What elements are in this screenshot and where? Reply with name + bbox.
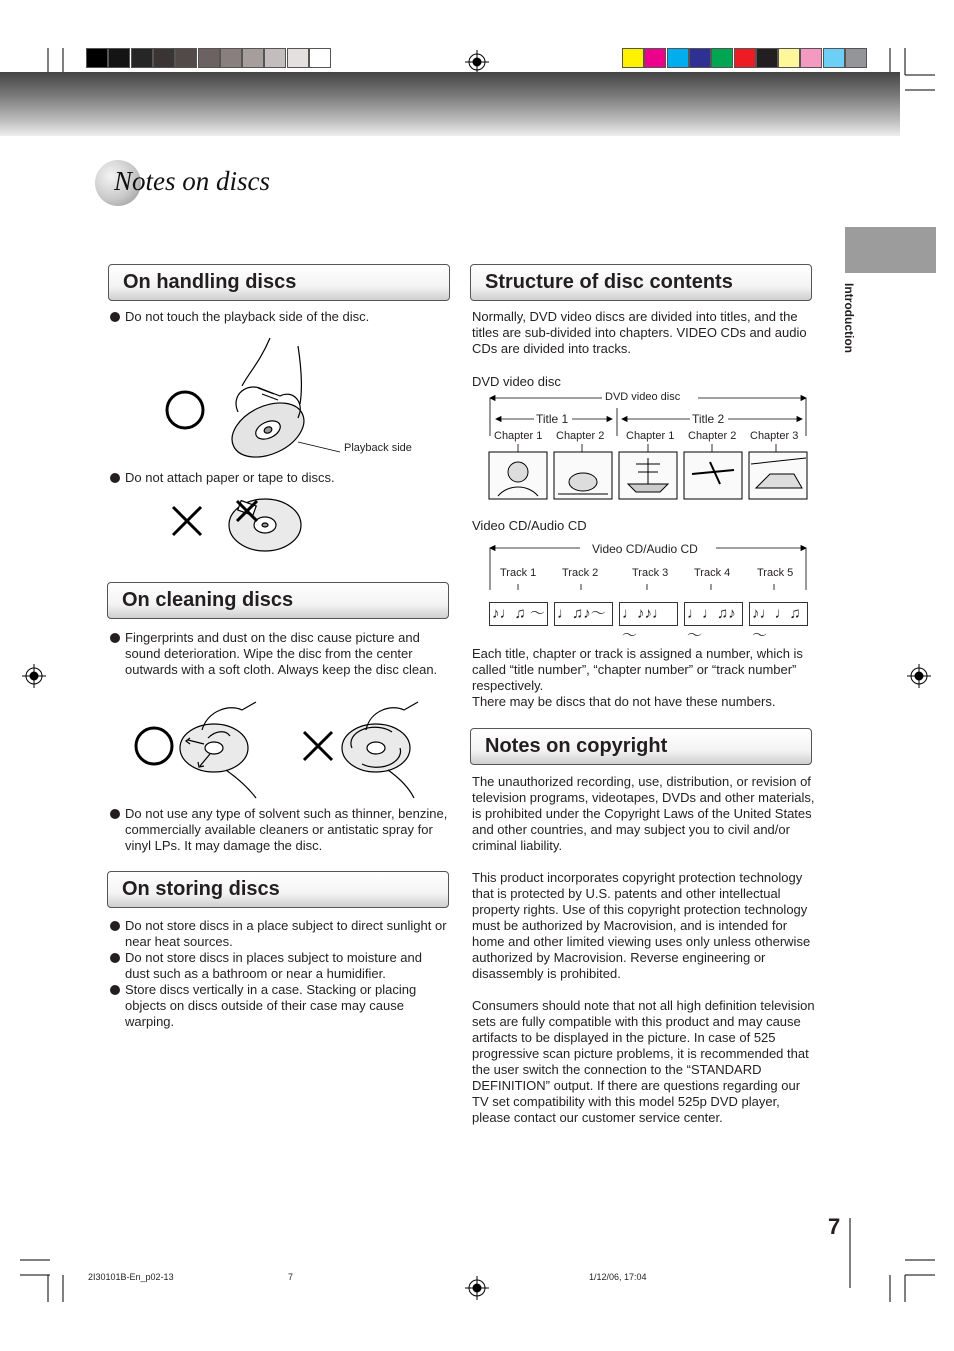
cleaning-heading-text: On cleaning discs — [122, 589, 294, 611]
title-1-label: Title 1 — [536, 412, 569, 426]
handling-heading — [108, 264, 450, 301]
calibration-swatch — [689, 48, 711, 68]
calibration-swatch — [845, 48, 867, 68]
calibration-swatch — [86, 48, 108, 68]
cleaning-bullet-1: Fingerprints and dust on the disc cause picture and sound deterioration. Wipe the disc from the center outwards with a soft cloth. Always keep the disc clean. — [109, 630, 441, 678]
storing-bullet-3: Store discs vertically in a case. Stacking or placing objects on discs outside of their case may cause warping. — [109, 982, 439, 1030]
calibration-swatch — [198, 48, 220, 68]
calibration-swatch — [823, 48, 845, 68]
ng-cross-icon — [304, 732, 332, 760]
handling-bullet-1: Do not touch the playback side of the disc. — [109, 309, 449, 325]
track-label: Track 2 — [562, 567, 599, 579]
footer-file: 2I30101B-En_p02-13 — [88, 1272, 174, 1282]
calibration-swatch — [153, 48, 175, 68]
calibration-swatch — [644, 48, 666, 68]
wipe-circular-disc-icon — [342, 702, 418, 798]
cleaning-illustration — [130, 700, 430, 800]
disc-with-tape-icon — [229, 499, 301, 551]
storing-heading-text: On storing discs — [122, 878, 280, 900]
numbering-paragraph: Each title, chapter or track is assigned a number, which is called “title number”, “chapter number” or “track number” respectively. — [472, 646, 803, 693]
track-label: Track 3 — [632, 567, 669, 579]
chapter-thumbnail — [489, 452, 547, 499]
chapter-thumbnail — [684, 452, 742, 499]
calibration-swatch — [778, 48, 800, 68]
ng-cross-icon — [173, 507, 201, 535]
playback-side-label: Playback side — [344, 442, 412, 454]
copyright-paragraph-3: Consumers should note that not all high definition television sets are fully compatible with this product and may cause artifacts to be displayed in the picture. In case of 525 progressive scan picture problems, it is recommended that the user switch the connection to the “STANDARD DEFINITION” output. If there are questions regarding our TV set compatibility with this model 525p DVD player, please contact our customer service center. — [472, 998, 815, 1125]
registration-mark-bottom — [465, 1276, 489, 1300]
structure-heading-text: Structure of disc contents — [485, 271, 733, 293]
copyright-heading — [470, 728, 812, 765]
registration-mark-left — [22, 664, 46, 688]
registration-mark-right — [907, 664, 931, 688]
chapter-thumbnails — [488, 444, 810, 502]
chapter-label: Chapter 1 — [626, 430, 675, 442]
calibration-swatch — [108, 48, 130, 68]
calibration-swatch — [287, 48, 309, 68]
ok-circle-icon — [136, 728, 172, 764]
track-label: Track 4 — [694, 567, 731, 579]
wipe-outward-disc-icon — [180, 702, 256, 798]
side-label — [840, 283, 860, 363]
calibration-swatch — [800, 48, 822, 68]
section-tab — [845, 227, 936, 273]
cleaning-heading — [107, 582, 449, 619]
calibration-swatch — [756, 48, 778, 68]
chapter-thumbnail — [749, 452, 807, 499]
storing-bullet-1: Do not store discs in a place subject to direct sunlight or near heat sources. — [109, 918, 449, 950]
track-notes-box: ♩♫♪～ — [554, 602, 613, 626]
dvd-label: DVD video disc — [472, 374, 561, 389]
title-2-label: Title 2 — [692, 412, 725, 426]
chapter-thumbnail — [619, 452, 677, 499]
track-label: Track 1 — [500, 567, 537, 579]
handling-illustration-ok — [150, 334, 350, 460]
registration-mark-top — [465, 50, 489, 74]
structure-intro: Normally, DVD video discs are divided into titles, and the titles are sub-divided into chapters. VIDEO CDs and audio CDs are divided into tracks. — [472, 309, 807, 356]
footer-date: 1/12/06, 17:04 — [589, 1272, 647, 1282]
handling-bullet-2: Do not attach paper or tape to discs. — [109, 470, 449, 486]
chapter-label: Chapter 2 — [556, 430, 605, 442]
header-banner — [0, 72, 900, 136]
storing-bullet-2: Do not store discs in places subject to moisture and dust such as a bathroom or near a humidifier. — [109, 950, 449, 982]
chapter-label: Chapter 1 — [494, 430, 543, 442]
chapter-thumbnail — [554, 452, 612, 499]
footer-page: 7 — [288, 1272, 294, 1282]
storing-heading — [107, 871, 449, 908]
copyright-paragraph-1: The unauthorized recording, use, distribution, or revision of television programs, videotapes, DVDs and other materials, is prohibited under the Copyright Laws of the United States and other countries, and may subject you to civil and/or criminal liability. — [472, 774, 815, 853]
ok-circle-icon — [167, 392, 203, 428]
chapter-label: Chapter 3 — [750, 430, 799, 442]
cleaning-bullet-2: Do not use any type of solvent such as thinner, benzine, commercially available cleaners or antistatic spray for vinyl LPs. It may damage the disc. — [109, 806, 449, 854]
calibration-swatch — [131, 48, 153, 68]
track-notes-box: ♪♩♫ ～ — [489, 602, 548, 626]
calibration-swatch — [242, 48, 264, 68]
numbering-note: There may be discs that do not have these numbers. — [472, 694, 776, 709]
calibration-swatch — [309, 48, 331, 68]
handling-illustration-ng — [165, 495, 310, 555]
page-title: Notes on discs — [114, 166, 271, 196]
track-notes-box: ♩♩♫♪～ — [684, 602, 743, 626]
calibration-swatch — [622, 48, 644, 68]
hand-holding-disc-icon — [223, 338, 312, 460]
calibration-swatch — [175, 48, 197, 68]
calibration-swatch — [711, 48, 733, 68]
structure-heading — [470, 264, 812, 301]
calibration-swatch — [264, 48, 286, 68]
calibration-swatch — [667, 48, 689, 68]
chapter-label: Chapter 2 — [688, 430, 737, 442]
track-notes-box: ♪♩♩♫～ — [749, 602, 808, 626]
dvd-diagram-title: DVD video disc — [605, 391, 681, 403]
handling-heading-text: On handling discs — [123, 271, 297, 293]
track-label: Track 5 — [757, 567, 794, 579]
calibration-swatch — [734, 48, 756, 68]
track-notes-box: ♩♪♪♩～ — [619, 602, 678, 626]
vcd-label: Video CD/Audio CD — [472, 518, 587, 533]
calibration-swatch — [220, 48, 242, 68]
side-label-text: Introduction — [842, 283, 856, 353]
page-number: 7 — [828, 1214, 841, 1239]
copyright-heading-text: Notes on copyright — [485, 735, 668, 757]
vcd-diagram-title: Video CD/Audio CD — [592, 542, 698, 556]
copyright-paragraph-2: This product incorporates copyright protection technology that is protected by U.S. patents and other intellectual property rights. Use of this copyright protection technology must be authorized by Macrovision, and is intended for home and other limited viewing uses only unless otherwise authorized by Macrovision. Reverse engineering or disassembly is prohibited. — [472, 870, 811, 981]
